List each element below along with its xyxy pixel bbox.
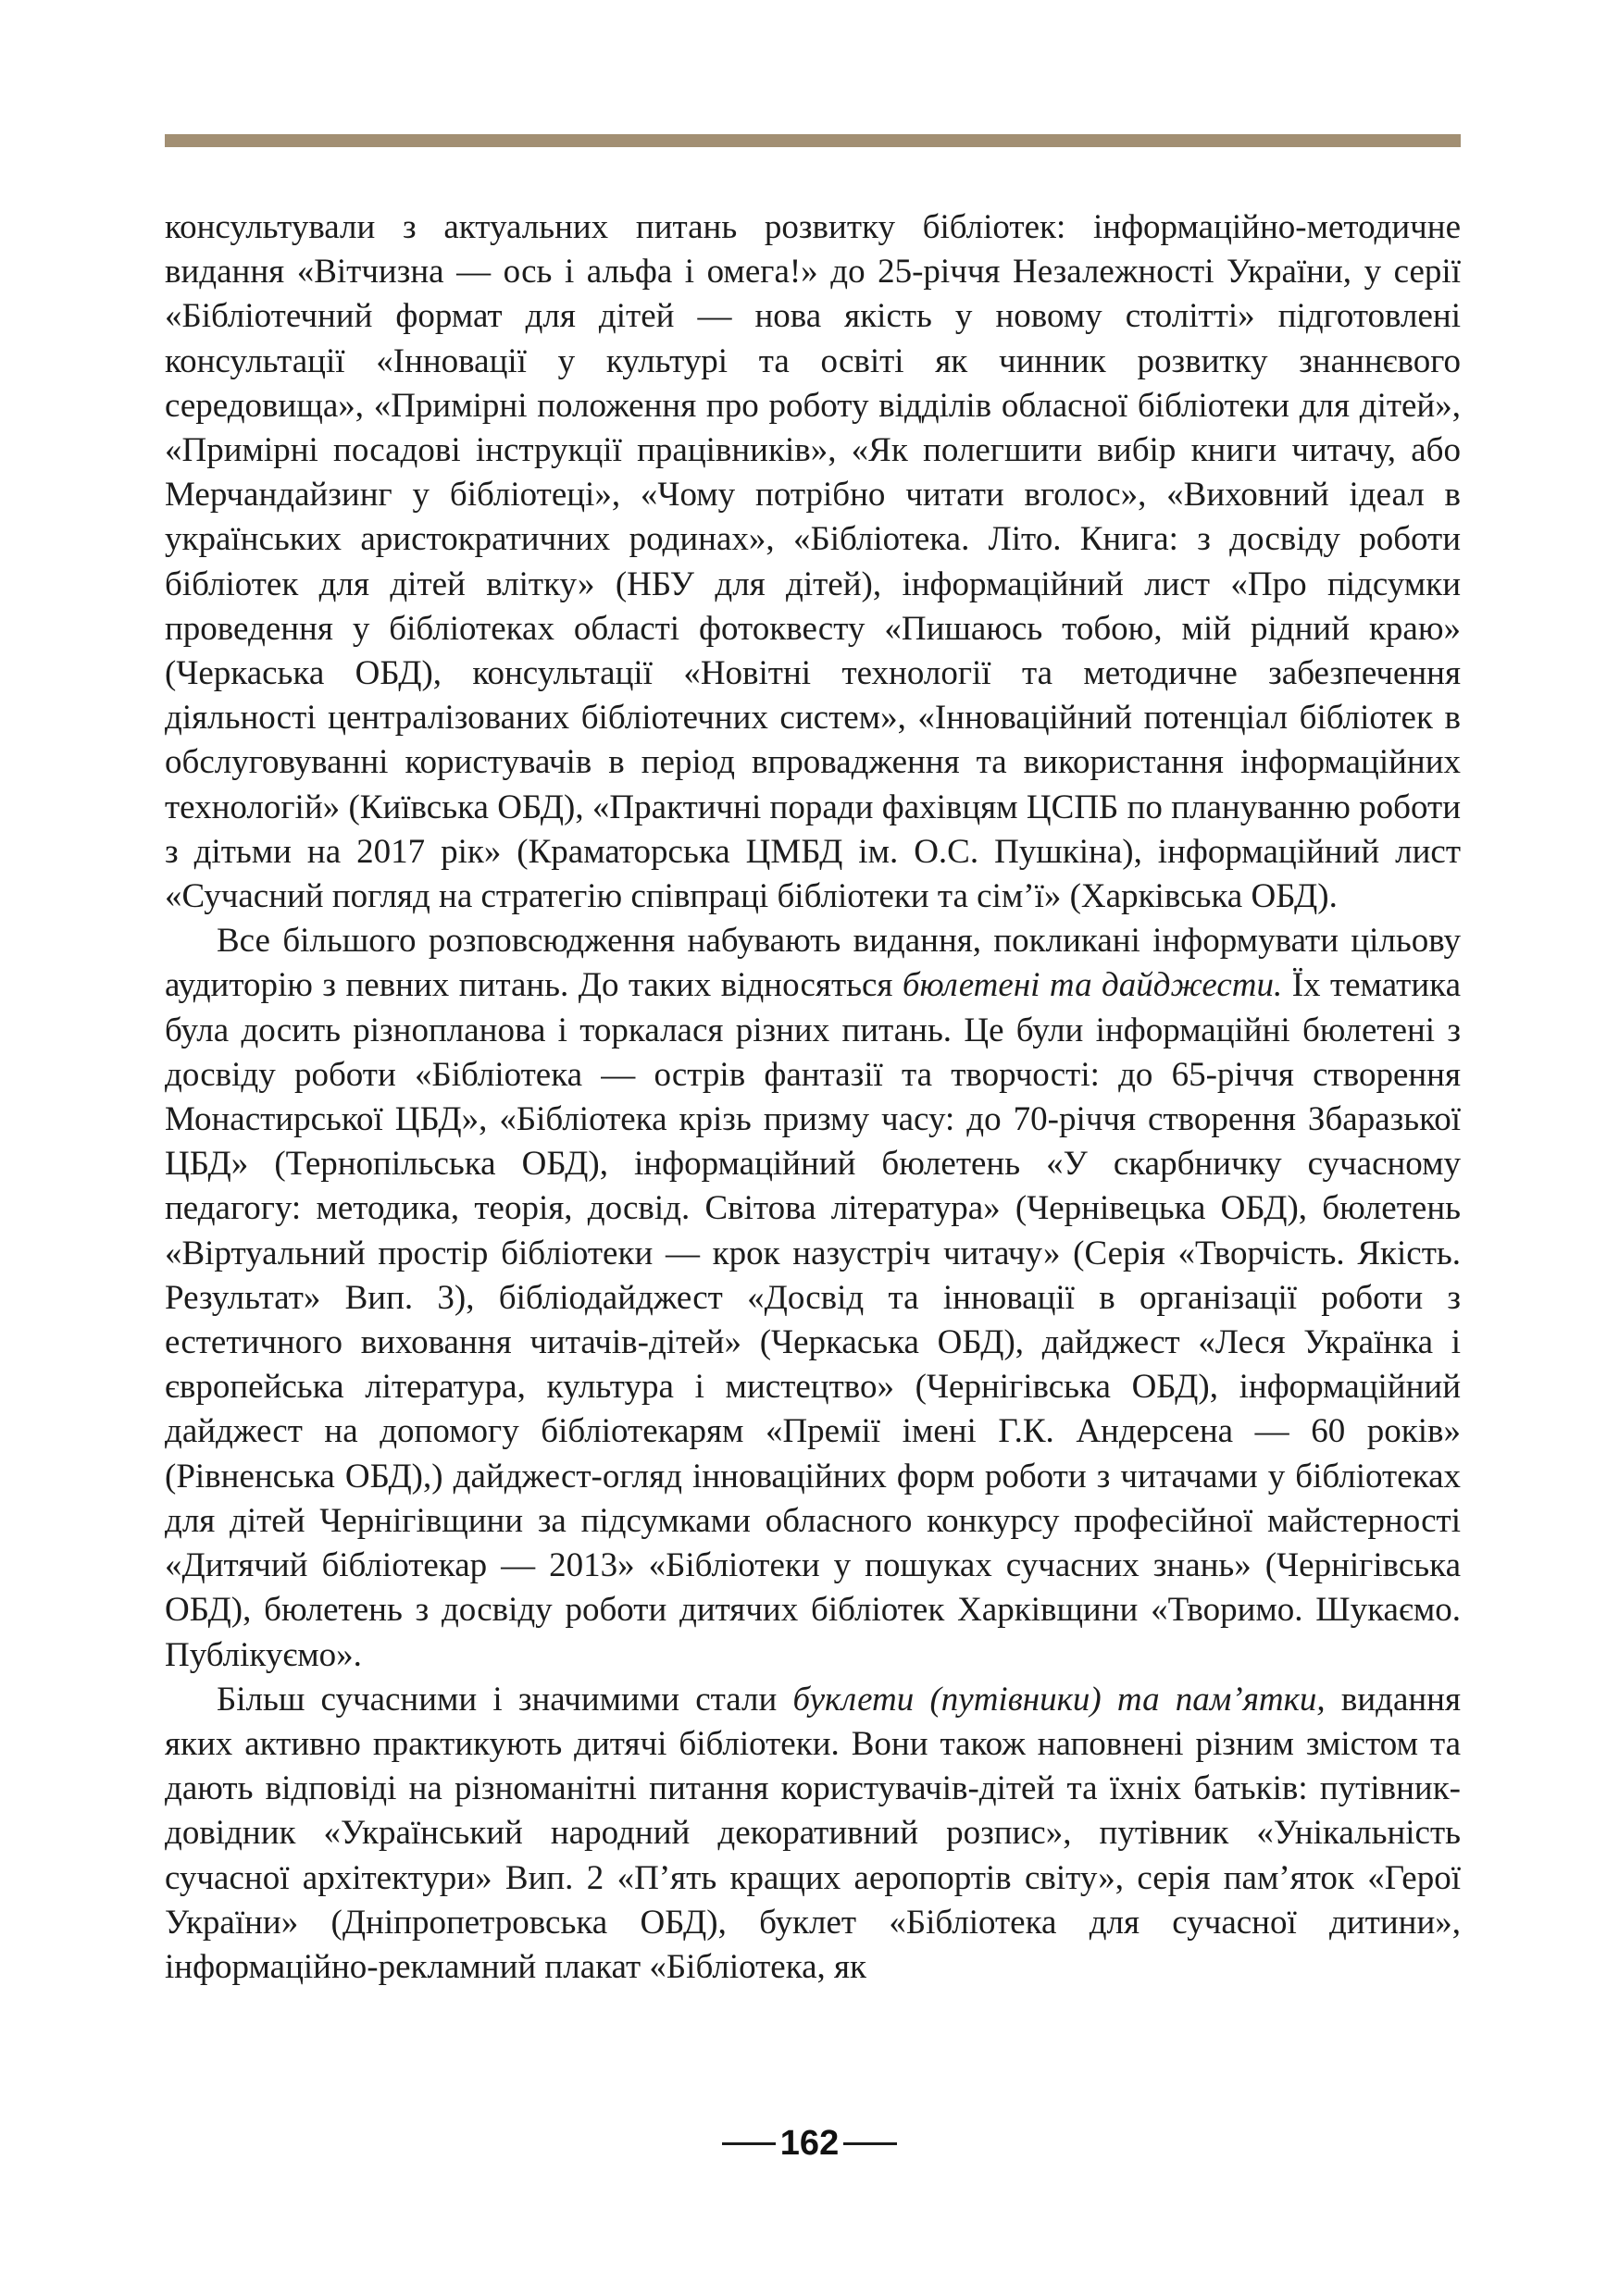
footer-line-right — [843, 2142, 897, 2145]
paragraph-2-run-1: Все більшого розповсюдження набувають видання, покликані інформувати цільову аудиторію з певних питань. До таких відносяться — [165, 922, 1461, 1005]
paragraph-3-italic-term: буклети (путівники) та пам’ятки, — [792, 1680, 1326, 1719]
paragraph-2-italic-term: бюлетені та дайджести. — [902, 966, 1283, 1005]
body-text — [165, 205, 1461, 1990]
paragraph-2-run-3: Їх тематика була досить різнопланова і торкалася різних питань. Це були інформаційні бюлетені з досвіду роботи «Бібліотека — острів фантазії та творчості: до 65-річчя створення Монастирської ЦБД», «Бібліотека крізь призму часу: до 70-річчя створення Збаразької ЦБД» (Тернопільська ОБД), інформаційний бюлетень «У скарбничку сучасному педагогу: методика, теорія, досвід. Світова література» (Чернівецька ОБД), бюлетень «Віртуальний простір бібліотеки — крок назустріч читачу» (Серія «Творчість. Якість. Результат» Вип. 3), бібліодайджест «Досвід та інновації в організації роботи з естетичного виховання читачів-дітей» (Черкаська ОБД), дайджест «Леся Українка і європейська література, культура і мистецтво» (Чернігівська ОБД), інформаційний дайджест на допомогу бібліотекарям «Премії імені Г.К. Андерсена — 60 років» (Рівненська ОБД),) дайджест-огляд інноваційних форм роботи з читачами у бібліотеках для дітей Чернігівщини за підсумками обласного конкурсу професійної майстерності «Дитячий бібліотекар — 2013» «Бібліотеки у пошуках сучасних знань» (Чернігівська ОБД), бюлетень з досвіду роботи дитячих бібліотек Харківщини «Творимо. Шукаємо. Публікуємо». — [165, 966, 1461, 1674]
page-number: 162 — [779, 2124, 840, 2163]
paragraph-2 — [165, 919, 1461, 1677]
paragraph-3 — [165, 1678, 1461, 1990]
footer-line-left — [722, 2142, 776, 2145]
paragraph-1 — [165, 205, 1461, 919]
paragraph-1-run-1: консультували з актуальних питань розвитку бібліотек: інформаційно-методичне видання «Вітчизна — ось і альфа і омега!» до 25-річчя Незалежності України, у серії «Бібліотечний формат для дітей — нова якість у новому столітті» підготовлені консультації «Інновації у культурі та освіті як чинник розвитку знаннєвого середовища», «Примірні положення про роботу відділів обласної бібліотеки для дітей», «Примірні посадові інструкції працівників», «Як полегшити вибір книги читачу, або Мерчандайзинг у бібліотеці», «Чому потрібно читати вголос», «Виховний ідеал в українських аристократичних родинах», «Бібліотека. Літо. Книга: з досвіду роботи бібліотек для дітей влітку» (НБУ для дітей), інформаційний лист «Про підсумки проведення у бібліотеках області фотоквесту «Пишаюсь тобою, мій рідний краю» (Черкаська ОБД), консультації «Новітні технології та методичне забезпечення діяльності централізованих бібліотечних систем», «Інноваційний потенціал бібліотек в обслуговуванні користувачів в період впровадження та використання інформаційних технологій» (Київська ОБД), «Практичні поради фахівцям ЦСПБ по плануванню роботи з дітьми на 2017 рік» (Краматорська ЦМБД ім. О.С. Пушкіна), інформаційний лист «Сучасний погляд на стратегію співпраці бібліотеки та сім’ї» (Харківська ОБД). — [165, 208, 1461, 916]
paragraph-3-run-3: видання яких активно практикують дитячі бібліотеки. Вони також наповнені різним змістом та дають відповіді на різноманітні питання користувачів-дітей та їхніх батьків: путівник-довідник «Український народний декоративний розпис», путівник «Унікальність сучасної архітектури» Вип. 2 «П’ять кращих аеропортів світу», серія пам’яток «Герої України» (Дніпропетровська ОБД), буклет «Бібліотека для сучасної дитини», інформаційно-рекламний плакат «Бібліотека, як — [165, 1680, 1461, 1986]
page-footer — [0, 2126, 1619, 2161]
paragraph-3-run-1: Більш сучасними і значимими стали — [217, 1680, 793, 1719]
top-rule — [165, 134, 1461, 147]
